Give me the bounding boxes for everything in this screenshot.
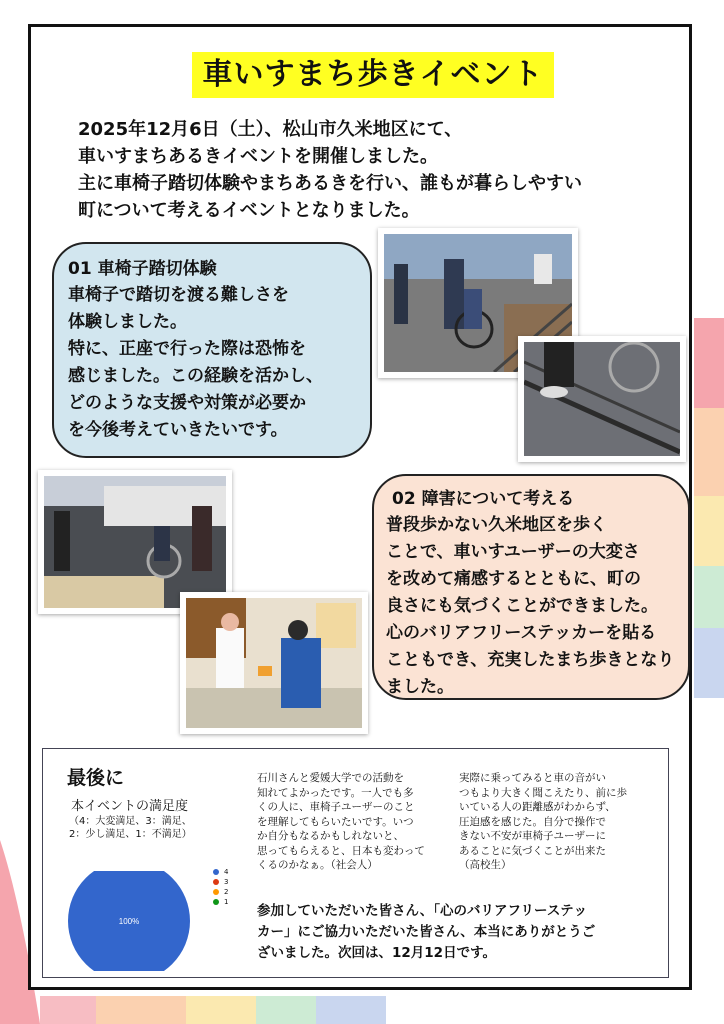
legend-swatch (213, 879, 219, 885)
intro-text: 2025年12月6日（土）、松山市久米地区にて、 車いすまちあるきイベントを開催しました。 主に車椅子踏切体験やまちあるきを行い、誰もが暮らしやすい 町について考えるイベントとなりました。 (78, 119, 582, 221)
summary-panel (42, 748, 669, 978)
section-2-title: 02 障害について考える (392, 489, 575, 509)
satisfaction-scale-note: （4：大変満足、3：満足、 2：少し満足、1：不満足） (69, 816, 192, 840)
legend-swatch (213, 869, 219, 875)
legend-item-4: 4 (213, 867, 228, 877)
pie-legend (213, 867, 228, 907)
page-title: 車いすまち歩きイベント (192, 52, 554, 98)
summary-heading: 最後に (67, 767, 125, 789)
section-2-body: 普段歩かない久米地区を歩く ことで、車いすユーザーの大変さ を改めて痛感するとともに、町の 良さにも気づくことができました。 心のバリアフリーステッカーを貼る こともでき、充実したまち歩きとなり ました。 (386, 515, 675, 697)
pie-slice-label: 100% (118, 917, 140, 926)
comment-adult: 石川さんと愛媛大学での活動を 知れてよかったです。一人でも多 くの人に、車椅子ユーザーのこと を理解してもらいたいです。いつ か自分もなるかもしれないと、 思ってもらえると、日本も変わって くるのかなぁ。（社会人） (257, 772, 425, 871)
thanks-message: 参加していただいた皆さん、「心のバリアフリーステッ カー」にご協力いただいた皆さん、本当にありがとうご ざいました。次回は、12月12日です。 (257, 903, 596, 961)
legend-item-2: 2 (213, 887, 228, 897)
legend-swatch (213, 899, 219, 905)
satisfaction-pie-chart (65, 871, 195, 971)
section-thinking-about-disability (372, 474, 690, 700)
photo-shop-sticker (180, 592, 368, 734)
section-wheelchair-crossing (52, 242, 372, 458)
section-1-title: 01 車椅子踏切体験 (68, 259, 217, 279)
comment-student: 実際に乗ってみると車の音がい つもより大きく聞こえたり、前に歩 いている人の距離感がわからず、 圧迫感を感じた。自分で操作で きない不安が車椅子ユーザーに あることに気づくことが出来た （高校生） (459, 772, 627, 871)
legend-item-1: 1 (213, 897, 228, 907)
satisfaction-heading: 本イベントの満足度 (71, 799, 189, 814)
legend-swatch (213, 889, 219, 895)
legend-item-3: 3 (213, 877, 228, 887)
photo-wheel-on-tracks (518, 336, 686, 462)
section-1-body: 車椅子で踏切を渡る難しさを 体験しました。 特に、正座で行った際は恐怖を 感じました。この経験を活かし、 どのような支援や対策が必要か を今後考えていきたいです。 (68, 285, 323, 440)
